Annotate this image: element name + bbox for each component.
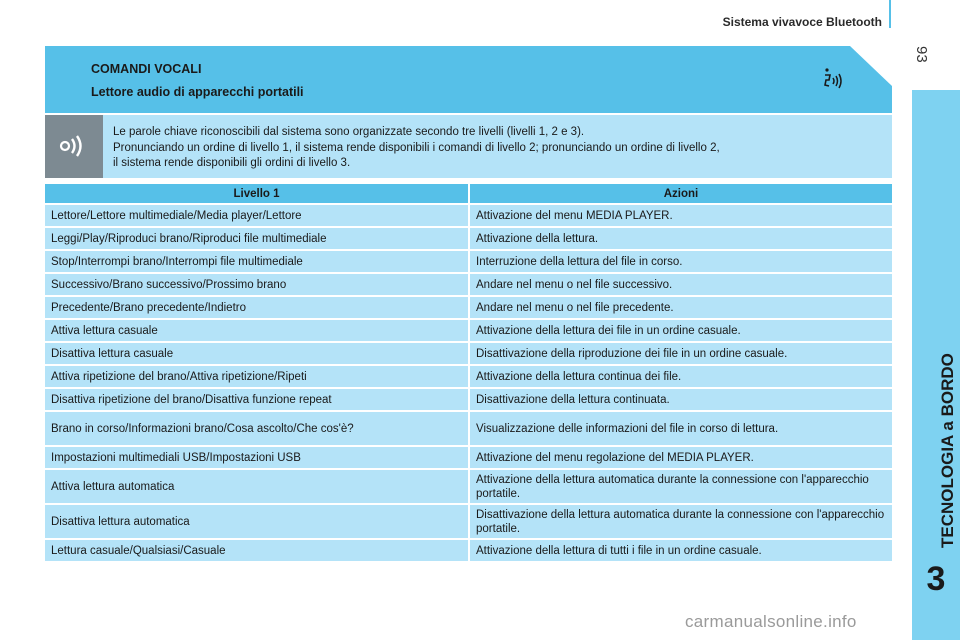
table-row bbox=[45, 505, 892, 540]
column-header-actions: Azioni bbox=[468, 184, 892, 205]
command-cell: Disattiva ripetizione del brano/Disattiva funzione repeat bbox=[45, 389, 468, 412]
table-row bbox=[45, 274, 892, 297]
command-cell: Brano in corso/Informazioni brano/Cosa ascolto/Che cos'è? bbox=[45, 412, 468, 447]
table-header-row bbox=[45, 184, 892, 205]
page-number: 93 bbox=[913, 46, 930, 63]
section-title: COMANDI VOCALI bbox=[91, 62, 202, 76]
info-line: il sistema rende disponibili gli ordini di livello 3. bbox=[113, 157, 351, 169]
info-line: Le parole chiave riconoscibili dal sistema sono organizzate secondo tre livelli (livelli 1, 2 e 3). bbox=[113, 126, 585, 138]
table-row bbox=[45, 251, 892, 274]
table-row bbox=[45, 389, 892, 412]
table-row bbox=[45, 366, 892, 389]
action-cell: Attivazione della lettura. bbox=[468, 228, 892, 251]
table-row bbox=[45, 540, 892, 563]
table-row bbox=[45, 205, 892, 228]
command-cell: Successivo/Brano successivo/Prossimo brano bbox=[45, 274, 468, 297]
table-row bbox=[45, 343, 892, 366]
table-row bbox=[45, 412, 892, 447]
command-cell: Lettore/Lettore multimediale/Media player/Lettore bbox=[45, 205, 468, 228]
info-line: Pronunciando un ordine di livello 1, il sistema rende disponibili i comandi di livello 2; pronunciando un ordine di livello 2, bbox=[113, 141, 720, 154]
voice-command-icon bbox=[818, 66, 848, 94]
action-cell: Attivazione della lettura continua dei file. bbox=[468, 366, 892, 389]
running-header: Sistema vivavoce Bluetooth bbox=[722, 15, 882, 29]
section-subtitle: Lettore audio di apparecchi portatili bbox=[91, 85, 304, 99]
chapter-number: 3 bbox=[926, 560, 946, 598]
action-cell: Disattivazione della lettura continuata. bbox=[468, 389, 892, 412]
info-text bbox=[113, 125, 883, 172]
action-cell: Attivazione della lettura di tutti i file in un ordine casuale. bbox=[468, 540, 892, 563]
command-cell: Attiva ripetizione del brano/Attiva ripetizione/Ripeti bbox=[45, 366, 468, 389]
action-cell: Attivazione della lettura dei file in un ordine casuale. bbox=[468, 320, 892, 343]
table-row bbox=[45, 228, 892, 251]
table-row bbox=[45, 470, 892, 505]
command-cell: Impostazioni multimediali USB/Impostazioni USB bbox=[45, 447, 468, 470]
section-banner bbox=[45, 46, 892, 113]
command-cell: Precedente/Brano precedente/Indietro bbox=[45, 297, 468, 320]
table-row bbox=[45, 320, 892, 343]
command-cell: Stop/Interrompi brano/Interrompi file multimediale bbox=[45, 251, 468, 274]
column-header-level: Livello 1 bbox=[45, 184, 468, 205]
command-cell: Lettura casuale/Qualsiasi/Casuale bbox=[45, 540, 468, 563]
speaker-icon bbox=[59, 133, 89, 159]
voice-commands-table bbox=[45, 184, 892, 563]
chapter-title: TECNOLOGIA a BORDO bbox=[938, 353, 957, 548]
header-rule bbox=[889, 0, 891, 28]
command-cell: Leggi/Play/Riproduci brano/Riproduci file multimediale bbox=[45, 228, 468, 251]
command-cell: Attiva lettura automatica bbox=[45, 470, 468, 505]
action-cell: Attivazione del menu regolazione del MEDIA PLAYER. bbox=[468, 447, 892, 470]
action-cell: Andare nel menu o nel file precedente. bbox=[468, 297, 892, 320]
command-cell: Disattiva lettura automatica bbox=[45, 505, 468, 540]
action-cell: Attivazione del menu MEDIA PLAYER. bbox=[468, 205, 892, 228]
table-row bbox=[45, 297, 892, 320]
action-cell: Disattivazione della riproduzione dei file in un ordine casuale. bbox=[468, 343, 892, 366]
action-cell: Disattivazione della lettura automatica durante la connessione con l'apparecchio portatile. bbox=[468, 505, 892, 540]
info-icon-panel bbox=[45, 115, 103, 178]
action-cell: Attivazione della lettura automatica durante la connessione con l'apparecchio portatile. bbox=[468, 470, 892, 505]
table-row bbox=[45, 447, 892, 470]
action-cell: Interruzione della lettura del file in corso. bbox=[468, 251, 892, 274]
action-cell: Visualizzazione delle informazioni del file in corso di lettura. bbox=[468, 412, 892, 447]
action-cell: Andare nel menu o nel file successivo. bbox=[468, 274, 892, 297]
command-cell: Disattiva lettura casuale bbox=[45, 343, 468, 366]
command-cell: Attiva lettura casuale bbox=[45, 320, 468, 343]
watermark: carmanualsonline.info bbox=[685, 612, 857, 631]
